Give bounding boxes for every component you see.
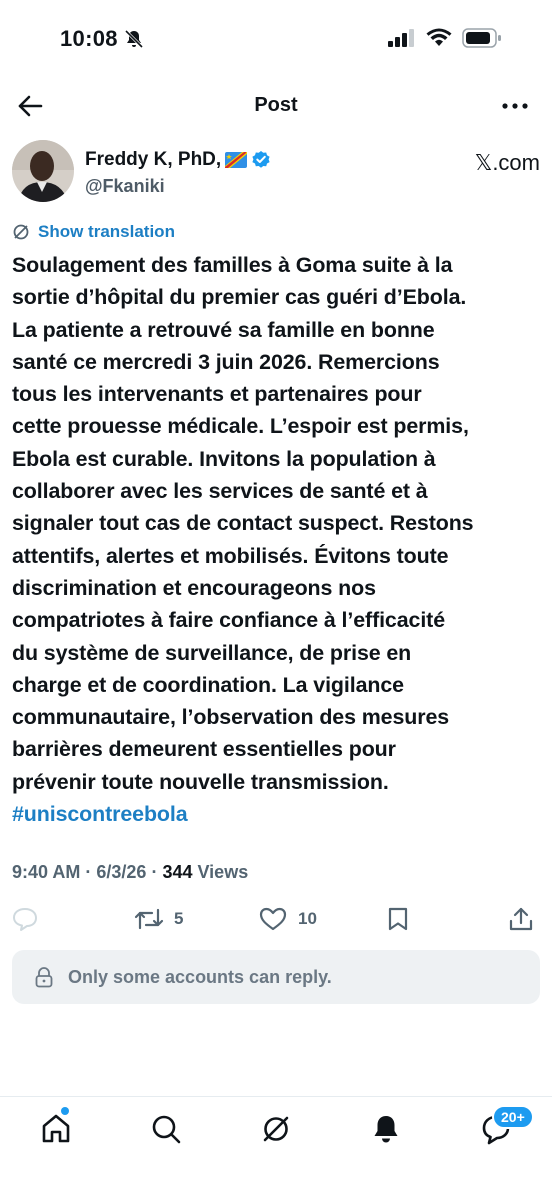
action-bar	[0, 902, 552, 942]
bottom-nav	[0, 1096, 552, 1200]
bell-muted-icon	[124, 29, 144, 49]
views-label: Views	[197, 862, 249, 882]
page-title: Post	[254, 94, 298, 116]
tweet-line: tous les intervenants et partenaires pour	[12, 382, 422, 407]
lock-icon	[34, 966, 54, 988]
reply-restriction-notice	[12, 950, 540, 1004]
bookmark-icon	[386, 906, 410, 932]
repost-icon	[134, 906, 164, 932]
post-meta	[12, 862, 248, 883]
post-header	[0, 80, 552, 132]
like-button[interactable]	[258, 906, 317, 932]
author-name[interactable]	[85, 149, 271, 171]
tweet-line: prévenir toute nouvelle transmission.	[12, 769, 389, 794]
avatar[interactable]	[12, 140, 74, 202]
show-translation-label: Show translation	[38, 222, 175, 241]
nav-notifications[interactable]	[368, 1111, 404, 1147]
verified-badge-icon	[251, 150, 271, 170]
nav-home[interactable]	[38, 1111, 74, 1147]
author-row	[12, 140, 540, 210]
home-notification-dot	[61, 1107, 69, 1115]
tweet-line: cette prouesse médicale. L’espoir est permis,	[12, 414, 469, 439]
home-icon	[38, 1111, 74, 1147]
share-icon	[508, 906, 534, 932]
tweet-line: charge et de coordination. La vigilance	[12, 672, 404, 697]
repost-button[interactable]	[134, 906, 183, 932]
messages-badge: 20+	[492, 1105, 534, 1129]
like-count: 10	[298, 909, 317, 928]
grok-icon	[12, 223, 30, 241]
more-options-button[interactable]	[500, 96, 530, 116]
more-dots-icon	[500, 96, 530, 116]
status-bar	[0, 0, 552, 80]
author-handle[interactable]: @Fkaniki	[85, 176, 165, 196]
search-icon	[148, 1111, 184, 1147]
grok-icon	[258, 1111, 294, 1147]
share-button[interactable]	[508, 906, 534, 932]
source-label: 𝕏.com	[474, 150, 540, 175]
clock-text: 10:08	[60, 26, 118, 51]
tweet-line: Ebola est curable. Invitons la population à	[12, 446, 436, 471]
signal-icon	[388, 29, 416, 47]
meta-separator: ·	[151, 862, 163, 882]
battery-icon	[462, 28, 502, 48]
tweet-line: compatriotes à faire confiance à l’efficacité	[12, 608, 445, 633]
status-icons	[388, 28, 502, 48]
drc-flag-icon	[225, 152, 247, 168]
repost-count: 5	[174, 909, 184, 928]
author-name-text: Freddy K, PhD,	[85, 149, 222, 170]
post-date[interactable]: 6/3/26	[96, 862, 147, 882]
hashtag-link[interactable]: #uniscontreebola	[12, 802, 188, 827]
tweet-line: La patiente a retrouvé sa famille en bonne	[12, 317, 435, 342]
meta-separator: ·	[85, 862, 97, 882]
nav-search[interactable]	[148, 1111, 184, 1147]
show-translation-link[interactable]	[12, 222, 175, 242]
tweet-text	[12, 249, 540, 830]
post-time[interactable]: 9:40 AM	[12, 862, 81, 882]
tweet-line: signaler tout cas de contact suspect. Restons	[12, 511, 474, 536]
tweet-line: collaborer avec les services de santé et à	[12, 479, 428, 504]
tweet-line: sortie d’hôpital du premier cas guéri d’Ebola.	[12, 285, 467, 310]
nav-grok[interactable]	[258, 1111, 294, 1147]
tweet-line: communautaire, l’observation des mesures	[12, 705, 450, 730]
reply-button[interactable]	[12, 906, 38, 932]
bell-icon	[368, 1111, 404, 1147]
wifi-icon	[426, 28, 452, 48]
tweet-line: attentifs, alertes et mobilisés. Évitons toute	[12, 543, 449, 568]
reply-restriction-text: Only some accounts can reply.	[68, 966, 332, 987]
avatar-photo-icon	[12, 140, 74, 202]
bookmark-button[interactable]	[386, 906, 410, 932]
status-time	[60, 26, 144, 52]
tweet-line: Soulagement des familles à Goma suite à la	[12, 253, 453, 277]
tweet-line: barrières demeurent essentielles pour	[12, 737, 396, 762]
tweet-line: santé ce mercredi 3 juin 2026. Remercions	[12, 349, 440, 374]
views-count: 344	[162, 862, 193, 882]
tweet-line: du système de surveillance, de prise en	[12, 640, 412, 665]
tweet-line: discrimination et encourageons nos	[12, 575, 376, 600]
heart-icon	[258, 906, 288, 932]
reply-icon	[12, 906, 38, 932]
